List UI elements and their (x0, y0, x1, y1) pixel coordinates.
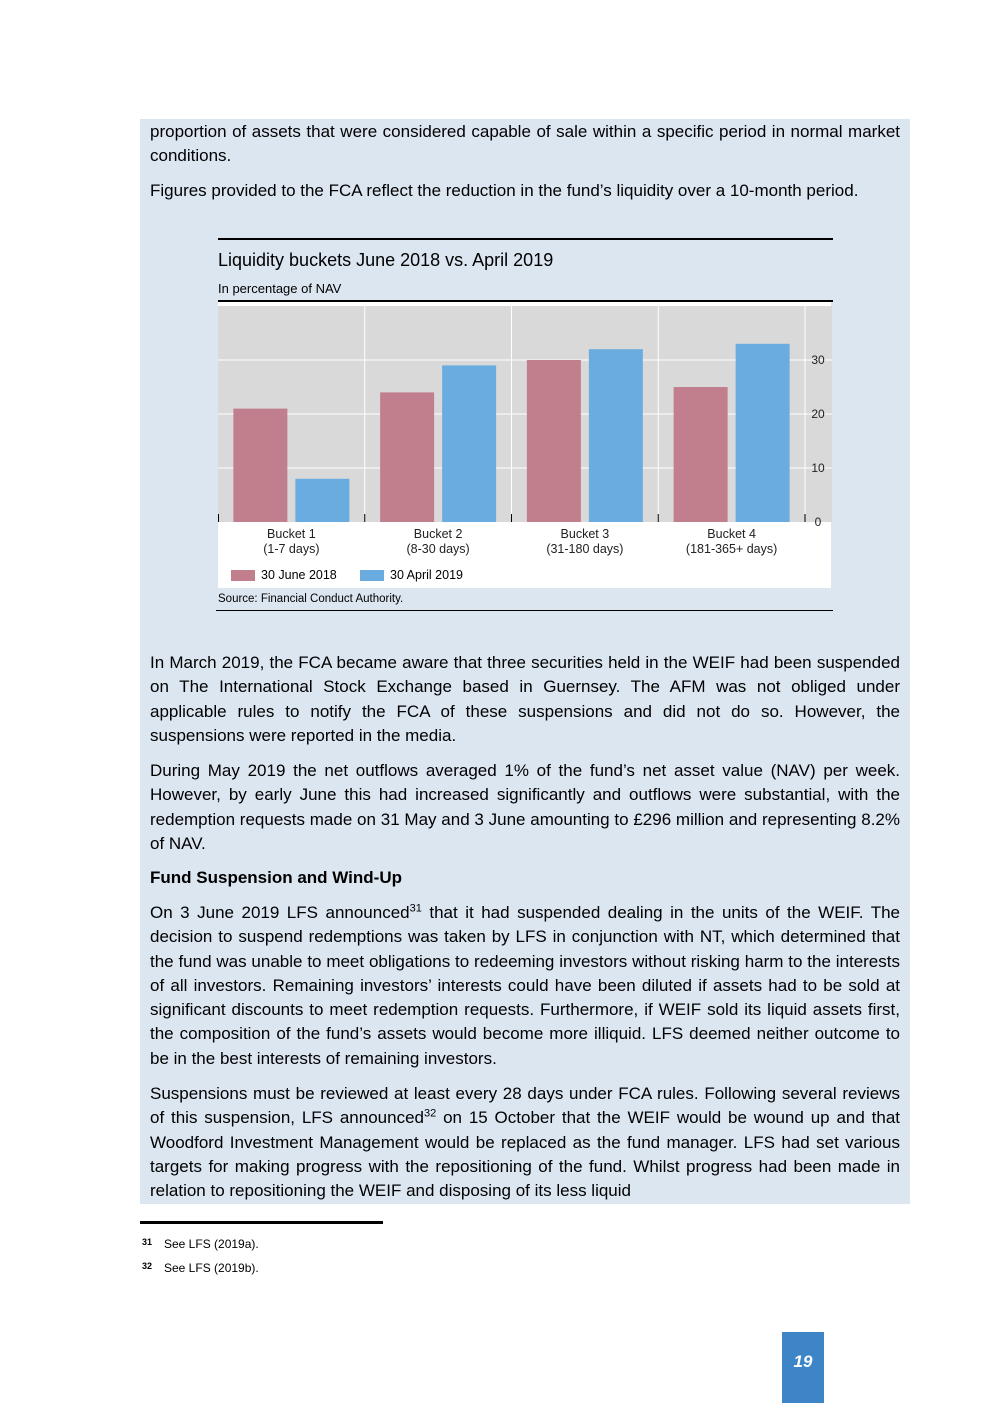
footnote-text: See LFS (2019b). (164, 1261, 259, 1275)
paragraph-2: Figures provided to the FCA reflect the reduction in the fund’s liquidity over a 10-month period. (150, 181, 859, 200)
paragraph-6-rest: on 15 October that the WEIF would be wound up and that Woodford Investment Management would be replaced as the fund manager. LFS had set various targets for making progress with the repositioning of the fund. Whilst progress had been made in relation to repositioning the WEIF and disposing of its less liquid (150, 1108, 901, 1201)
footnote-ref-32[interactable]: 32 (424, 1107, 437, 1120)
bar-april-2019 (736, 344, 790, 522)
page-number: 19 (782, 1332, 824, 1403)
x-category-sublabel: (31-180 days) (546, 542, 624, 556)
legend-item-1 (231, 568, 337, 582)
paragraph-6-start: Suspensions must be reviewed at least every 28 days under FCA rules. Following several reviews of this suspension, LFS announced (150, 1084, 900, 1128)
bar-june-2018 (380, 392, 434, 522)
bar-april-2019 (442, 365, 496, 522)
paragraph-5-start: On 3 June 2019 LFS announced (150, 903, 410, 922)
chart-top-rule (218, 238, 833, 240)
footnote-text: See LFS (2019a). (164, 1237, 259, 1251)
chart-title: Liquidity buckets June 2018 vs. April 2019 (218, 250, 554, 270)
chart-bottom-rule (216, 610, 833, 611)
footnote-rule (140, 1221, 383, 1224)
x-category-sublabel: (1-7 days) (263, 542, 320, 556)
x-category-label: Bucket 2 (413, 527, 463, 541)
bar-chart (218, 302, 832, 562)
chart-source: Source: Financial Conduct Authority. (218, 593, 404, 605)
x-category-sublabel: (181-365+ days) (685, 542, 778, 556)
paragraph-1: proportion of assets that were considered capable of sale within a specific period in normal market conditions. (150, 122, 900, 166)
footnote-31 (142, 1237, 259, 1251)
paragraph-6 (150, 1082, 900, 1203)
legend-label-2: 30 April 2019 (390, 568, 463, 582)
x-category-label: Bucket 4 (707, 527, 756, 541)
x-category-label: Bucket 3 (560, 527, 610, 541)
y-tick-label: 30 (811, 353, 825, 367)
y-tick-label: 10 (811, 461, 825, 475)
footnote-number: 32 (142, 1261, 153, 1271)
chart-subtitle: In percentage of NAV (218, 281, 342, 296)
footnote-32 (142, 1261, 259, 1275)
paragraph-5-rest: that it had suspended dealing in the units of the WEIF. The decision to suspend redemptions was taken by LFS in conjunction with NT, which determined that the fund was unable to meet obligations to redeeming investors without risking harm to the interests of all investors. Remaining investors’ interests could have been diluted if assets had to be sold at significant discounts to meet redemption requests. Furthermore, if WEIF sold its liquid assets first, the composition of the fund’s assets would become more illiquid. LFS deemed neither outcome to be in the best interests of remaining investors. (150, 903, 900, 1068)
section-heading: Fund Suspension and Wind-Up (150, 868, 402, 887)
bar-june-2018 (674, 387, 728, 522)
y-tick-label: 20 (811, 407, 825, 421)
footnote-ref-31[interactable]: 31 (409, 902, 422, 915)
x-category-label: Bucket 1 (267, 527, 316, 541)
legend-item-2 (360, 568, 463, 582)
bar-april-2019 (295, 479, 349, 522)
x-category-sublabel: (8-30 days) (406, 542, 470, 556)
bar-june-2018 (527, 360, 581, 522)
legend-label-1: 30 June 2018 (261, 568, 337, 582)
y-tick-label: 0 (814, 515, 822, 529)
paragraph-4: During May 2019 the net outflows averaged 1% of the fund’s net asset value (NAV) per week. However, by early June this had increased significantly and outflows were substantial, with the redemption requests made on 31 May and 3 June amounting to £296 million and representing 8.2% of NAV. (150, 761, 900, 853)
bar-april-2019 (589, 349, 643, 522)
footnote-number: 31 (142, 1237, 153, 1247)
bar-june-2018 (233, 409, 287, 522)
paragraph-5 (150, 901, 900, 1071)
legend-swatch-1 (231, 570, 255, 581)
legend-swatch-2 (360, 570, 384, 581)
paragraph-3: In March 2019, the FCA became aware that three securities held in the WEIF had been suspended on The International Stock Exchange based in Guernsey. The AFM was not obliged under applicable rules to notify the FCA of these suspensions and did not do so. However, the suspensions were reported in the media. (150, 653, 900, 745)
